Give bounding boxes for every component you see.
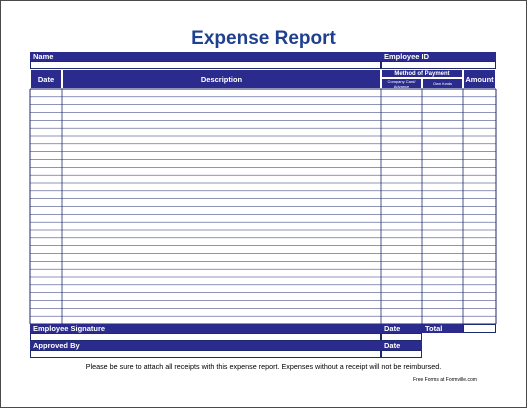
column-header-description: Description xyxy=(62,69,381,89)
approval-date-field[interactable] xyxy=(381,350,422,358)
column-header-amount: Amount xyxy=(463,69,496,89)
approval-date-label: Date xyxy=(381,341,422,350)
receipt-notice: Please be sure to attach all receipts with this expense report. Expenses without a receipt will not be reimbursed. xyxy=(85,362,442,371)
signature-date-label: Date xyxy=(381,324,422,333)
total-field[interactable] xyxy=(463,324,496,333)
column-header-company-card: Company Card/ Advance xyxy=(381,78,422,89)
employee-signature-field[interactable] xyxy=(30,333,381,341)
column-header-own-funds: Own funds xyxy=(422,78,463,89)
approved-by-field[interactable] xyxy=(30,350,381,358)
name-label: Name xyxy=(30,52,381,61)
employee-id-label: Employee ID xyxy=(381,52,496,61)
column-header-date: Date xyxy=(30,69,62,89)
column-header-method-of-payment: Method of Payment xyxy=(381,69,463,78)
signature-date-field[interactable] xyxy=(381,333,422,341)
page-title: Expense Report xyxy=(191,28,336,49)
employee-signature-label: Employee Signature xyxy=(30,324,381,333)
formville-credit: Free Forms at Formville.com xyxy=(413,377,477,383)
approved-by-label: Approved By xyxy=(30,341,381,350)
total-label: Total xyxy=(422,324,463,333)
